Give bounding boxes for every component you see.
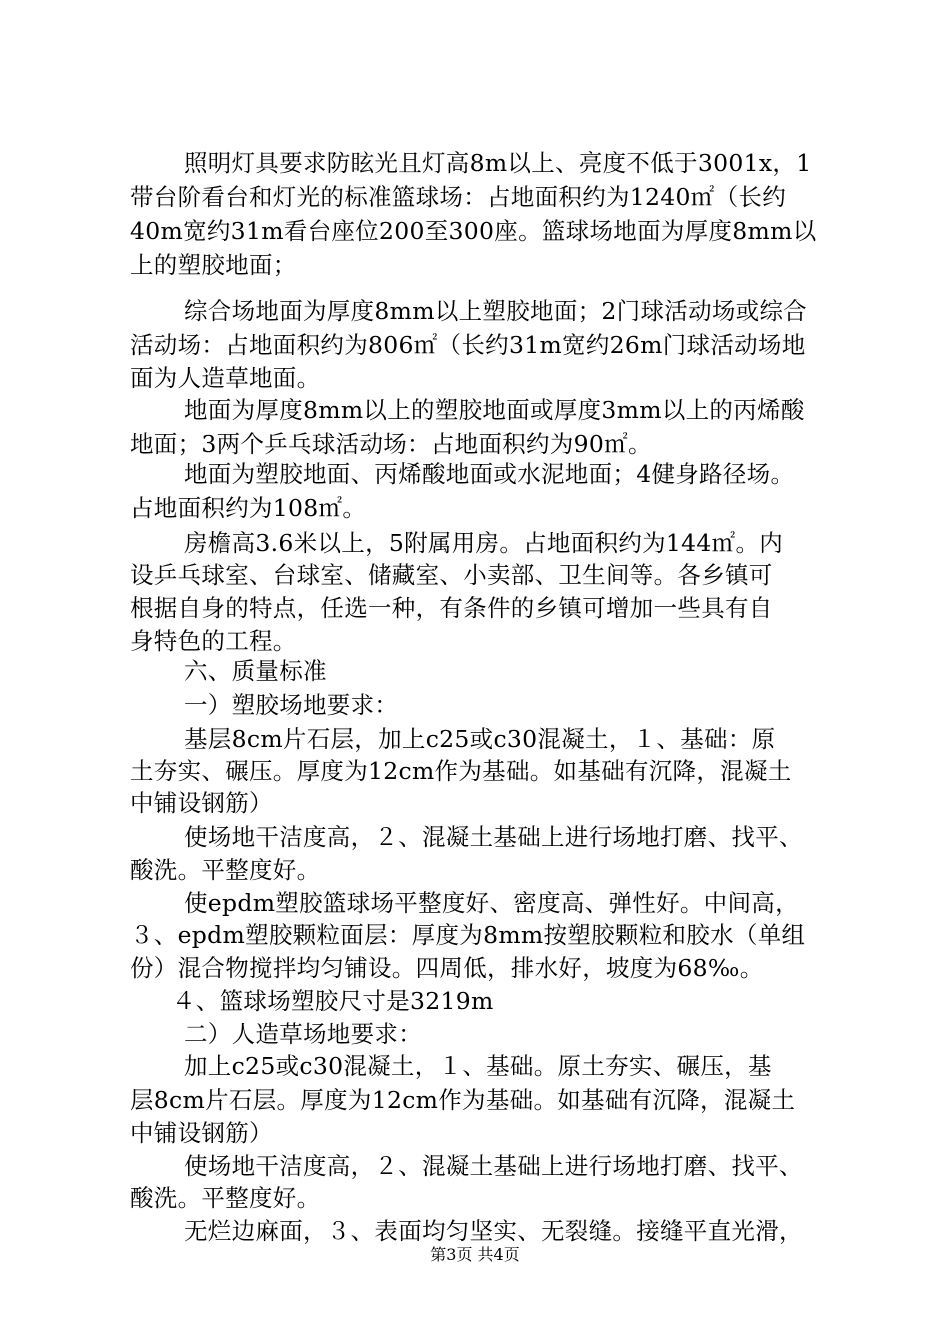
paragraph-line: 酸洗。平整度好。	[130, 1184, 321, 1212]
paragraph-line: 中铺设钢筋）	[130, 1119, 273, 1147]
paragraph-line: 面为人造草地面。	[130, 364, 321, 392]
paragraph-line: 地面为塑胶地面、丙烯酸地面或水泥地面；4健身路径场。	[184, 460, 795, 488]
subsection-heading: 二）人造草场地要求：	[184, 1020, 422, 1048]
paragraph-line: ３、epdm塑胶颗粒面层：厚度为8mm按塑胶颗粒和胶水（单组	[130, 921, 806, 949]
paragraph-line: ４、篮球场塑胶尺寸是3219m	[172, 987, 494, 1015]
paragraph-line: 身特色的工程。	[130, 627, 297, 655]
paragraph-line: 40m宽约31m看台座位200至300座。篮球场地面为厚度8mm以	[130, 217, 817, 245]
paragraph-line: 无烂边麻面，３、表面均匀坚实、无裂缝。接缝平直光滑，	[184, 1217, 803, 1245]
paragraph-line: 使场地干洁度高，２、混凝土基础上进行场地打磨、找平、	[184, 1152, 803, 1180]
paragraph-line: 照明灯具要求防眩光且灯高8m以上、亮度不低于3001x，1	[184, 149, 812, 177]
paragraph-line: 加上c25或c30混凝土，１、基础。原土夯实、碾压，基	[184, 1052, 772, 1080]
paragraph-line: 活动场：占地面积约为806㎡（长约31m宽约26m门球活动场地	[130, 331, 806, 359]
paragraph-line: 份）混合物搅拌均匀铺设。四周低，排水好，坡度为68‰。	[130, 954, 764, 982]
paragraph-line: 上的塑胶地面；	[130, 251, 297, 279]
paragraph-line: 中铺设钢筋）	[130, 789, 273, 817]
paragraph-line: 基层8cm片石层，加上c25或c30混凝土，１、基础：原	[184, 725, 776, 753]
paragraph-line: 使epdm塑胶篮球场平整度好、密度高、弹性好。中间高，	[184, 889, 799, 917]
paragraph-line: 设乒乓球室、台球室、储藏室、小卖部、卫生间等。各乡镇可	[130, 561, 773, 589]
paragraph-line: 根据自身的特点，任选一种，有条件的乡镇可增加一些具有自	[130, 594, 773, 622]
paragraph-line: 地面；3两个乒乓球活动场：占地面积约为90㎡。	[130, 430, 652, 458]
section-heading: 六、质量标准	[184, 657, 327, 685]
paragraph-line: 地面为厚度8mm以上的塑胶地面或厚度3mm以上的丙烯酸	[184, 396, 805, 424]
paragraph-line: 土夯实、碾压。厚度为12cm作为基础。如基础有沉降，混凝土	[130, 757, 792, 785]
paragraph-line: 带台阶看台和灯光的标准篮球场：占地面积约为1240㎡（长约	[130, 183, 787, 211]
subsection-heading: 一）塑胶场地要求：	[184, 691, 399, 719]
paragraph-line: 层8cm片石层。厚度为12cm作为基础。如基础有沉降，混凝土	[130, 1086, 796, 1114]
paragraph-line: 酸洗。平整度好。	[130, 856, 321, 884]
paragraph-line: 综合场地面为厚度8mm以上塑胶地面；2门球活动场或综合	[184, 297, 808, 325]
page-footer: 第3页 共4页	[430, 1245, 520, 1264]
paragraph-line: 房檐高3.6米以上，5附属用房。占地面积约为144㎡。内	[184, 529, 784, 557]
paragraph-line: 使场地干洁度高，２、混凝土基础上进行场地打磨、找平、	[184, 823, 803, 851]
paragraph-line: 占地面积约为108㎡。	[130, 494, 367, 522]
